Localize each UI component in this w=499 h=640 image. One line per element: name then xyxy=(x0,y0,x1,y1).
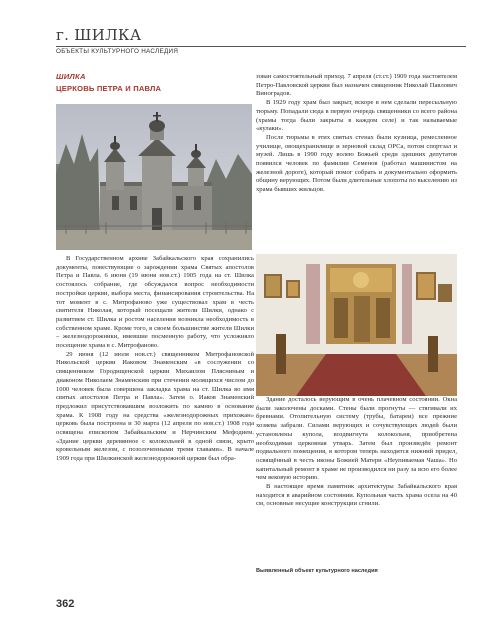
church-photo xyxy=(56,104,252,250)
paragraph: 29 июня (12 июля нов.ст.) священником Митрофановской Никольской церкви Иаковом Знаменским «в сослужении со священником Городищенской церкви Михаилом Плясниным и диаконом Николаем Знаменским при стечении молящихся числом до 1000 человек была совершена закладка храма на ст. Шилка во имя святых апостолов Петра и Павла». Затем о. Иаков Знаменский предложил присутствовавшим возложить по камню в основание храма. К 1908 году на средства «железнодорожных прихожан» церковь была построена и 30 марта (12 апреля по нов.ст.) 1908 года освящена епископом Забайкальским и Нерчинским Мефодием. «Здание церкви деревянное с колокольней в одной связи, крыто кровельным железом, с позолоченными тремя главами». В начале 1909 года при Шилкинской железнодорожной церкви был обра- xyxy=(56,350,254,463)
running-header xyxy=(56,26,476,55)
article-title: ЦЕРКОВЬ ПЕТРА И ПАВЛА xyxy=(56,84,162,93)
paragraph: В 1929 году храм был закрыт, вскоре в нем сделали пересыльную тюрьму. Попадали сюда в первую очередь священники со всего района (храмы тогда были закрыты в каждом селе) и так называемые «кулаки». xyxy=(256,99,457,133)
interior-photo xyxy=(256,254,457,396)
paragraph: После тюрьмы в этих святых стенах были кузница, ремесленное училище, овощехранилище и зерновой склад ОРСа, потом спортзал и музей. Лишь в 1990 году волею Божьей среди здешних депутатов появился человек по фамилии Семенов (работал машинистом на железной дороге), который помог собрать и документально оформить общину верующих. Потом были длительные хлопоты по выселению из храма бывших жильцов. xyxy=(256,133,457,194)
paragraph: зован самостоятельный приход. 7 апреля (ст.ст.) 1909 года настоятелем Петро-Павловской церкви был назначен священник Николай Павлович Виноградов. xyxy=(256,73,457,98)
heritage-caption: Выявленный объект культурного наследия xyxy=(256,568,378,574)
left-body-text xyxy=(56,255,254,464)
right-body-text-top xyxy=(256,73,457,195)
header-rule xyxy=(56,46,466,47)
header-city: г. ШИЛКА xyxy=(56,26,142,44)
right-body-text-bottom xyxy=(256,396,457,509)
article-city-label: ШИЛКА xyxy=(56,72,86,81)
article-heading xyxy=(56,72,254,93)
paragraph: В Государственном архиве Забайкальского края сохранились документы, повествующие о зарождении храма Святых апостолов Петра и Павла. 6 июня (19 июня нов.ст.) 1905 года на ст. Шилка состоялось собрание, где обсуждался вопрос необходимости постройки церкви, выбора места, финансирования строительства. На тот момент в с. Митрофаново уже существовал храм в честь святителя Николая, который посещали жители Шилки, однако с развитием ст. Шилка и ростом населения возникла необходимость в собственном храме. Кроме того, в своем большинстве жители Шилки – железнодорожники, имевшие посменную работу, что усложняло посещение храма в с. Митрофаново. xyxy=(56,255,254,350)
page-number: 362 xyxy=(56,598,75,610)
paragraph: Здание досталось верующим в очень плачевном состоянии. Окна были заколочены досками. Стены были прогнуты — стягивали их бревнами. Отопительную систему (трубы, батареи) все прежние хозяева забрали. Силами верующих и сочувствующих людей были установлены купола, воздвигнута колокольня, приобретена необходимая церковная утварь. Затем был произведён ремонт подвального помещения, в котором теперь находится нижний придел, освящённый в честь иконы Божией Матери «Неупиваемая Чаша». Но капитальный ремонт в храме не производился ни разу за всю его более чем вековую историю. xyxy=(256,396,457,482)
header-section: ОБЪЕКТЫ КУЛЬТУРНОГО НАСЛЕДИЯ xyxy=(56,48,179,55)
paragraph: В настоящее время памятник архитектуры Забайкальского края находится в аварийном состоянии. Купольная часть храма осела на 40 см, основные несущие конструкции сгнили. xyxy=(256,483,457,508)
